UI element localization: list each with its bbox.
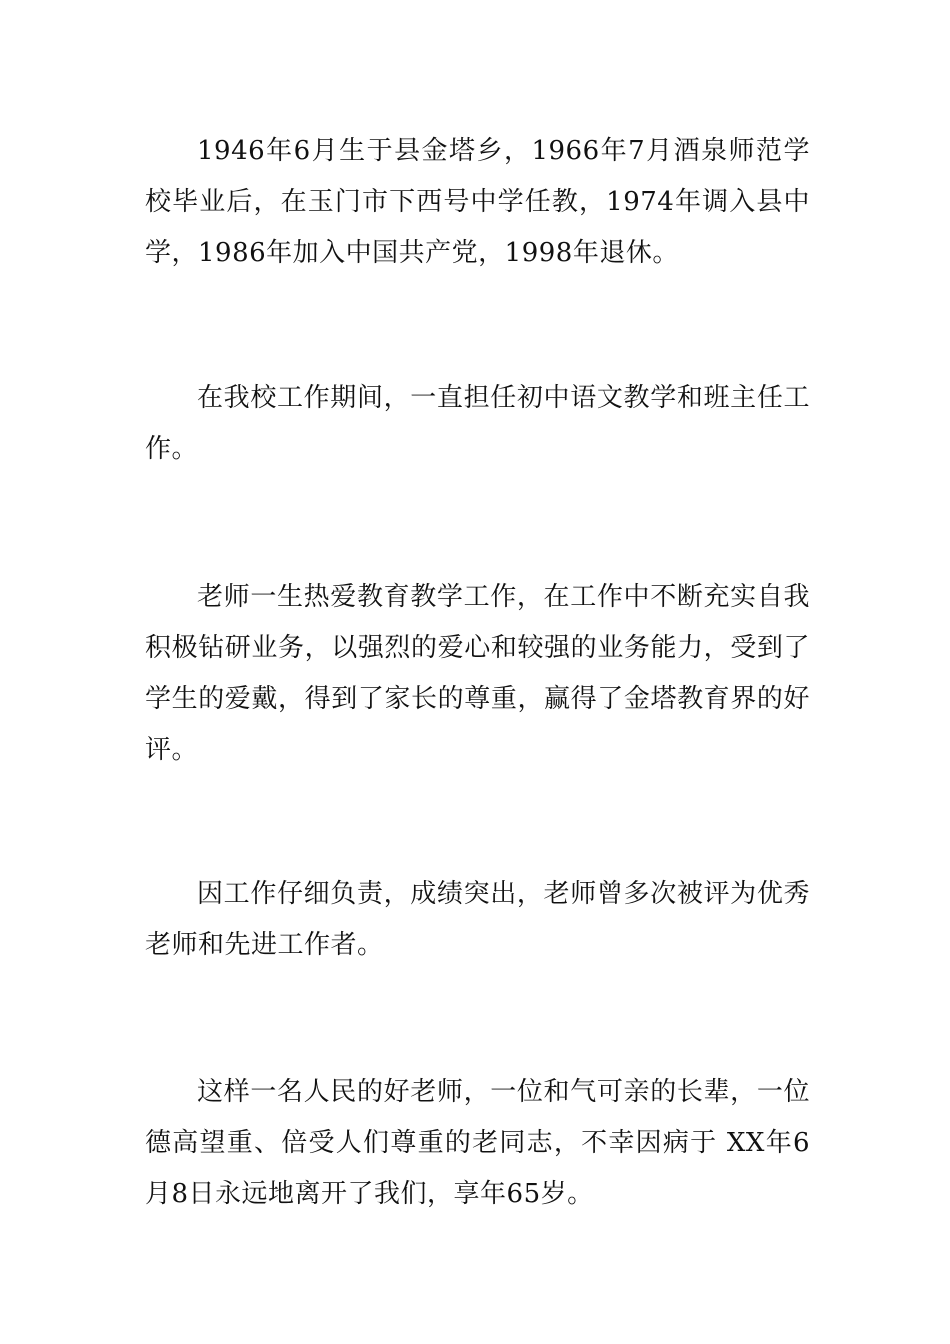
paragraph-teaching-duties: 在我校工作期间，一直担任初中语文教学和班主任工作。	[145, 383, 810, 464]
paragraph-honors: 因工作仔细负责，成绩突出，老师曾多次被评为优秀老师和先进工作者。	[145, 879, 810, 960]
paragraph-dedication: 老师一生热爱教育教学工作，在工作中不断充实自我积极钻研业务，以强烈的爱心和较强的业务能力，受到了学生的爱戴，得到了家长的尊重，赢得了金塔教育界的好评。	[145, 582, 810, 765]
paragraph-memorial: 这样一名人民的好老师，一位和气可亲的长辈，一位德高望重、倍受人们尊重的老同志，不幸因病于 XX年6月8日永远地离开了我们，享年65岁。	[145, 1077, 810, 1209]
paragraph-biography: 1946年6月生于县金塔乡，1966年7月酒泉师范学校毕业后，在玉门市下西号中学任教，1974年调入县中学，1986年加入中国共产党，1998年退休。	[145, 136, 810, 268]
